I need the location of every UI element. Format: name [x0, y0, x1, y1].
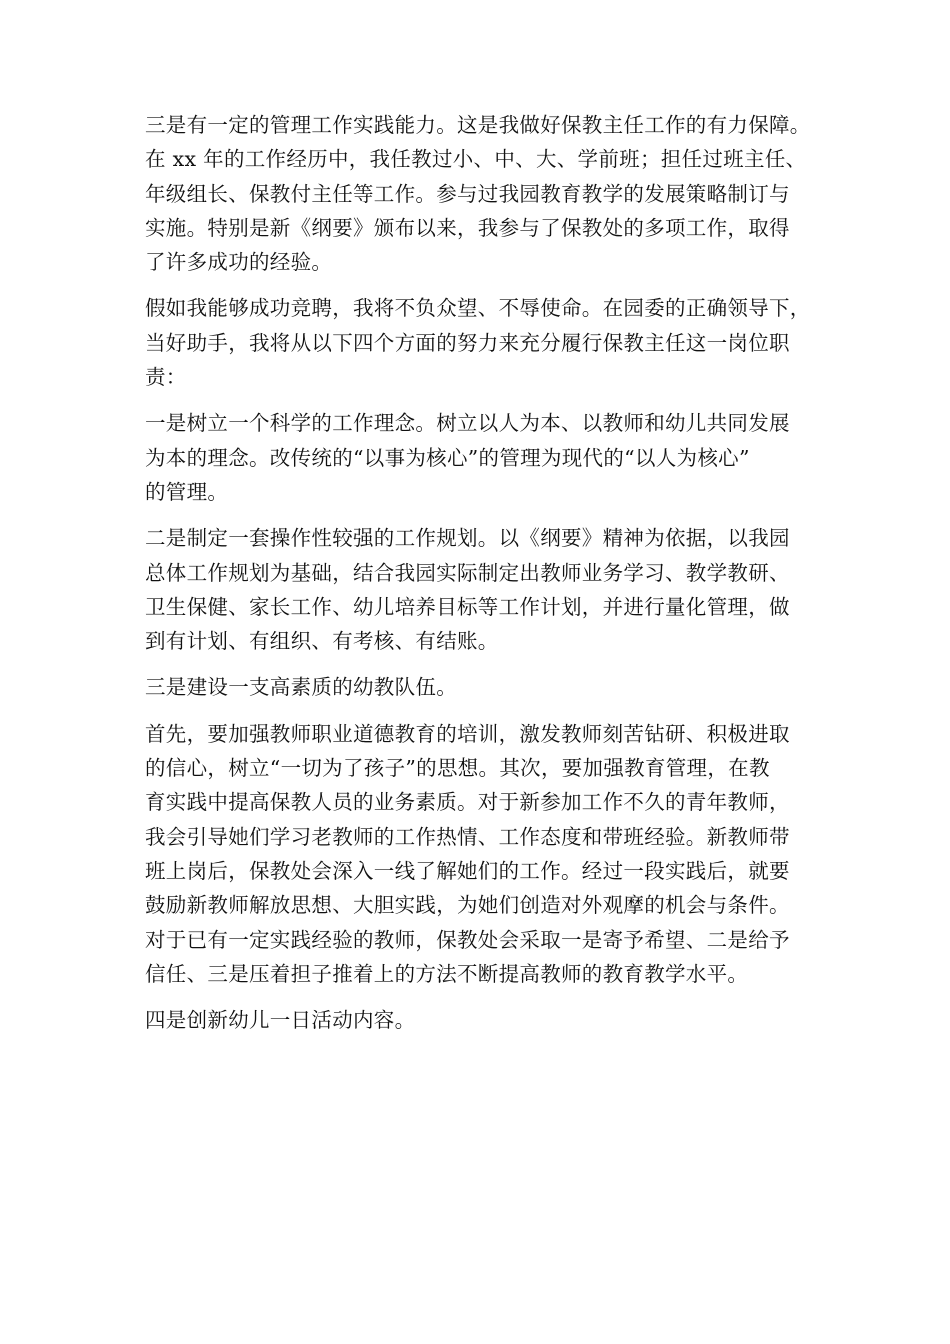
- text-line: 的管理。: [145, 479, 229, 504]
- text-line: 卫生保健、家长工作、幼儿培养目标等工作计划，并进行量化管理，做: [145, 594, 790, 619]
- text-line: 在 xx 年的工作经历中，我任教过小、中、大、学前班；担任过班主任、: [145, 147, 807, 172]
- text-line: 二是制定一套操作性较强的工作规划。以《纲要》精神为依据，以我园: [145, 526, 790, 551]
- paragraph-daily-activities: [145, 1003, 810, 1037]
- paragraph-work-plan: [145, 521, 810, 658]
- paragraph-teacher-training: [145, 717, 810, 991]
- text-line: 为本的理念。改传统的“以事为核心”的管理为现代的“以人为核心”: [145, 445, 750, 470]
- text-line: 当好助手，我将从以下四个方面的努力来充分履行保教主任这一岗位职: [145, 330, 790, 355]
- text-line: 实施。特别是新《纲要》颁布以来，我参与了保教处的多项工作，取得: [145, 215, 790, 240]
- text-line: 了许多成功的经验。: [145, 250, 333, 275]
- text-line: 首先，要加强教师职业道德教育的培训，激发教师刻苦钻研、积极进取: [145, 721, 790, 746]
- text-line: 责：: [145, 365, 187, 390]
- text-line: 年级组长、保教付主任等工作。参与过我园教育教学的发展策略制订与: [145, 181, 790, 206]
- text-line: 到有计划、有组织、有考核、有结账。: [145, 629, 499, 654]
- text-line: 四是创新幼儿一日活动内容。: [145, 1008, 416, 1033]
- paragraph-work-concept: [145, 406, 810, 509]
- text-line: 三是有一定的管理工作实践能力。这是我做好保教主任工作的有力保障。: [145, 113, 811, 137]
- text-line: 三是建设一支高素质的幼教队伍。: [145, 675, 457, 700]
- text-line: 一是树立一个科学的工作理念。树立以人为本、以教师和幼儿共同发展: [145, 411, 790, 436]
- document-page: [145, 108, 810, 1049]
- text-line: 鼓励新教师解放思想、大胆实践，为她们创造对外观摩的机会与条件。: [145, 893, 790, 918]
- text-line: 总体工作规划为基础，结合我园实际制定出教师业务学习、教学教研、: [145, 560, 790, 585]
- text-line: 班上岗后，保教处会深入一线了解她们的工作。经过一段实践后，就要: [145, 858, 790, 883]
- text-line: 育实践中提高保教人员的业务素质。对于新参加工作不久的青年教师，: [145, 790, 790, 815]
- paragraph-if-successful: [145, 291, 810, 394]
- paragraph-teaching-team: [145, 670, 810, 704]
- text-line: 的信心，树立“一切为了孩子”的思想。其次，要加强教育管理，在教: [145, 756, 770, 781]
- text-line: 对于已有一定实践经验的教师，保教处会采取一是寄予希望、二是给予: [145, 927, 790, 952]
- text-line: 信任、三是压着担子推着上的方法不断提高教师的教育教学水平。: [145, 961, 749, 986]
- text-line: 假如我能够成功竞聘，我将不负众望、不辱使命。在园委的正确领导下，: [145, 296, 811, 321]
- paragraph-management-ability: [145, 108, 810, 279]
- text-line: 我会引导她们学习老教师的工作热情、工作态度和带班经验。新教师带: [145, 824, 790, 849]
